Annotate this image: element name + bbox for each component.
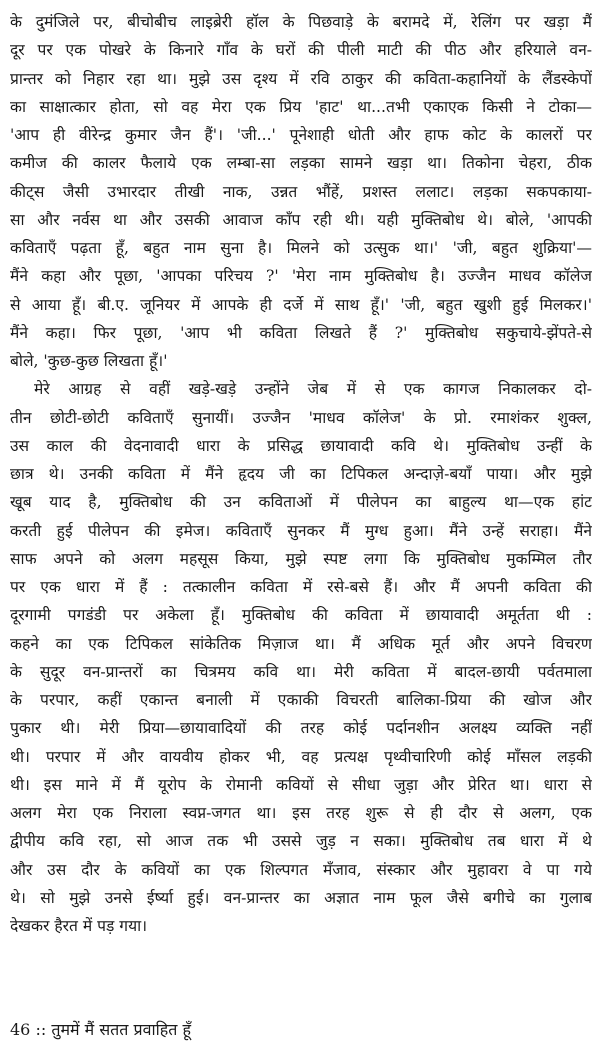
text-line: करती हुई पीलेपन की इमेज। कविताएँ सुनकर मैं मुग्ध हुआ। मैंने उन्हें सराहा। मैंने (10, 521, 592, 540)
text-line: मैंने कहा। फिर पूछा, 'आप भी कविता लिखते हैं ?' मुक्तिबोध सकुचाये-झेंपते-से (10, 323, 592, 342)
body-text (10, 8, 592, 940)
footer-separator: :: (35, 1020, 47, 1039)
text-line: के दुमंजिले पर, बीचोबीच लाइब्रेरी हॉल के पिछवाड़े के बरामदे में, रेलिंग पर खड़ा मैं (10, 13, 592, 31)
text-line: कविताएँ पढ़ता हूँ, बहुत नाम सुना है। मिलने को उत्सुक था।' 'जी, बहुत शुक्रिया'— (10, 239, 592, 257)
text-line: थी। इस माने में मैं यूरोप के रोमानी कवियों से सीधा जुड़ा और प्रेरित था। धारा से (10, 775, 592, 794)
text-line: सा और नर्वस था और उसकी आवाज काँप रही थी। यही मुक्तिबोध थे। बोले, 'आपकी (10, 210, 592, 229)
text-line: बोले, 'कुछ-कुछ लिखता हूँ।' (10, 352, 168, 370)
text-line: 'आप ही वीरेन्द्र कुमार जैन हैं'। 'जी...' पूनेशाही धोती और हाफ कोट के कालरों पर (10, 126, 592, 144)
text-line: से आया हूँ। बी.ए. जूनियर में आपके ही दर्जे में साथ हूँ।' 'जी, बहुत खुशी हुई मिलकर।' (10, 295, 592, 314)
text-line: अलग मेरा एक निराला स्वप्न-जगत था। इस तरह शुरू से ही दौर से अलग, एक (10, 804, 592, 822)
text-line: उस काल की वेदनावादी धारा के प्रसिद्ध छायावादी कवि थे। मुक्तिबोध उन्हीं के (10, 436, 592, 455)
text-line: प्रान्तर को निहार रहा था। मुझे उस दृश्य में रवि ठाकुर की कविता-कहानियों के लैंडस्केपों (10, 69, 592, 88)
paragraph-2 (10, 375, 592, 940)
text-line: देखकर हैरत में पड़ गया। (10, 917, 148, 935)
text-line: मैंने कहा और पूछा, 'आपका परिचय ?' 'मेरा नाम मुक्तिबोध है। उज्जैन माधव कॉलेज (10, 267, 592, 286)
text-line: का साक्षात्कार होता, सो वह मेरा एक प्रिय 'हाट' था...तभी एकाएक किसी ने टोका— (10, 97, 592, 116)
text-line: पर एक धारा में हैं : तत्कालीन कविता में रसे-बसे हैं। और मैं अपनी कविता की (10, 578, 592, 596)
paragraph-1 (10, 8, 592, 375)
text-line: मेरे आग्रह से वहीं खड़े-खड़े उन्होंने जेब में से एक कागज निकालकर दो- (34, 380, 592, 399)
text-line: कीट्स जैसी उभारदार तीखी नाक, उन्नत भौंहें, प्रशस्त ललाट। लड़का सकपकाया- (10, 182, 592, 201)
text-line: तीन छोटी-छोटी कविताएँ सुनायीं। उज्जैन 'माधव कॉलेज' के प्रो. रमाशंकर शुक्ल, (10, 408, 592, 427)
text-line: दूर पर एक पोखरे के किनारे गाँव के घरों की पीली माटी की पीठ और हरियाले वन- (10, 41, 592, 60)
text-line: दूरगामी पगडंडी पर अकेला हूँ। मुक्तिबोध की कविता में छायावादी अमूर्तता थी : (10, 606, 592, 625)
text-line: द्वीपीय कवि रहा, सो आज तक भी उससे जुड़ न सका। मुक्तिबोध तब धारा में थे (10, 832, 592, 851)
text-line: खूब याद है, मुक्तिबोध की उन कविताओं में पीलेपन का बाहुल्य था—एक हांट (10, 493, 592, 512)
text-line: कहने का एक टिपिकल सांकेतिक मिज़ाज था। मैं अधिक मूर्त और अपने विचरण (10, 634, 592, 653)
text-line: और उस दौर के कवियों का एक शिल्पगत मँजाव, संस्कार और मुहावरा वे पा गये (10, 860, 592, 879)
page-footer (10, 1018, 191, 1042)
text-line: के सुदूर वन-प्रान्तरों का चित्रमय कवि था। मेरी कविता में बादल-छायी पर्वतमाला (10, 662, 592, 681)
text-line: पुकार थी। मेरी प्रिया—छायावादियों की तरह कोई पर्दानशीन अलक्ष्य व्यक्ति नहीं (10, 719, 592, 738)
page-number: 46 (10, 1020, 31, 1039)
text-line: थी। परपार में और वायवीय होकर भी, वह प्रत्यक्ष पृथ्वीचारिणी कोई माँसल लड़की (10, 747, 592, 766)
text-line: कमीज की कालर फैलाये ए‍क लम्बा-सा लड़का सामने खड़ा था। तिकोना चेहरा, ठीक (10, 154, 592, 173)
text-line: थे। सो मुझे उनसे ईर्ष्या हुई। वन-प्रान्तर का अज्ञात नाम फूल जैसे बगीचे का गुलाब (10, 888, 592, 907)
text-line: के परपार, कहीं एकान्त बनाली में एकाकी विचरती बालिका-प्रिया की खोज और (10, 691, 592, 709)
running-title: तुममें मैं सतत प्रवाहित हूँ (51, 1020, 191, 1039)
text-line: छात्र थे। उनकी कविता में मैंने हृदय जी का टिपिकल अन्दाज़े-बयाँ पाया। और मुझे (10, 465, 592, 483)
text-line: साफ अपने को अलग महसूस किया, मुझे स्पष्ट लगा कि मुक्तिबोध मुकम्मिल तौर (10, 549, 592, 568)
